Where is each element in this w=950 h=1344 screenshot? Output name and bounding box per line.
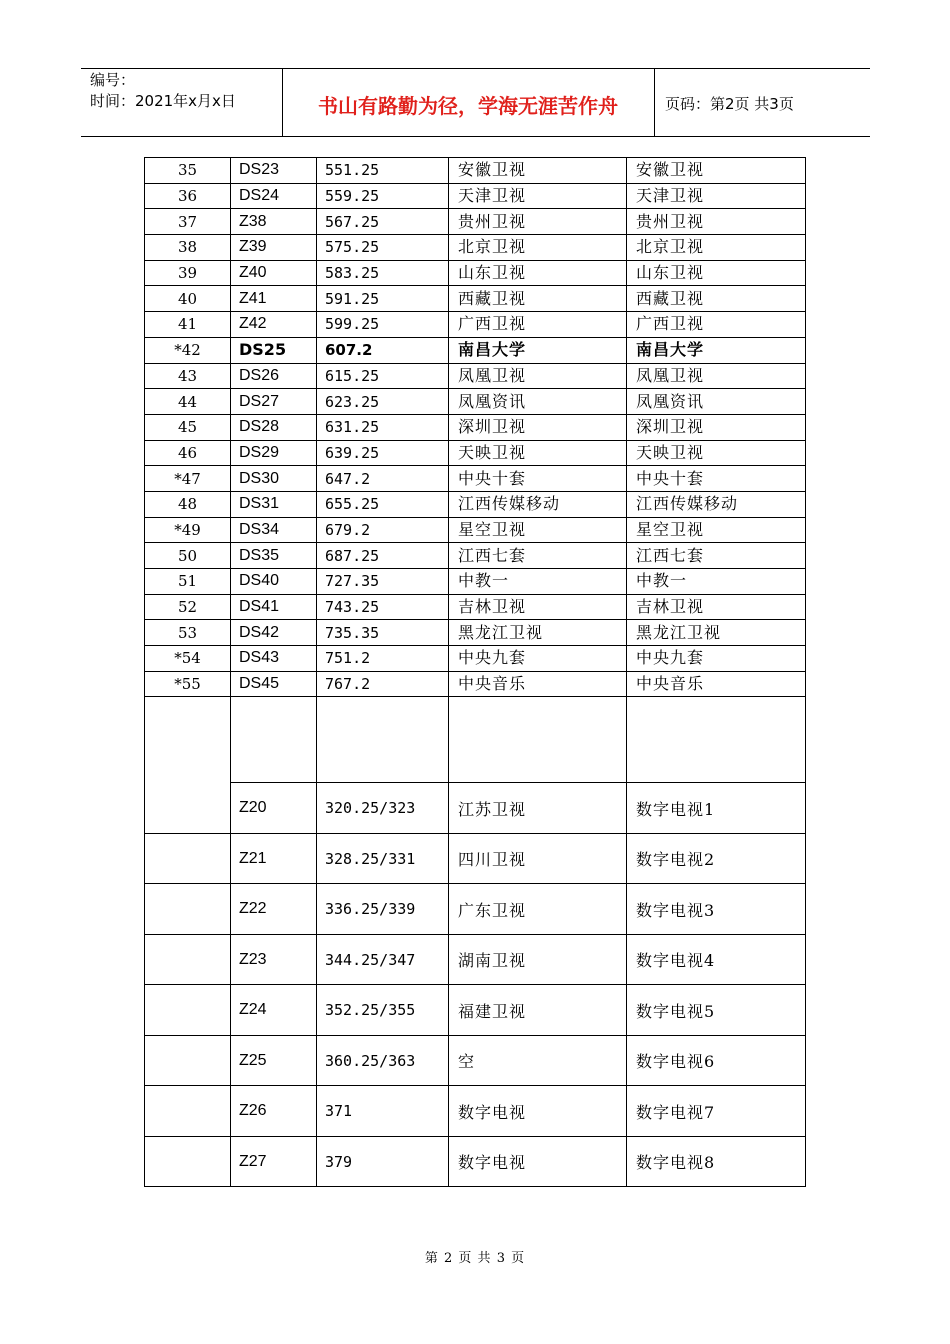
table-row xyxy=(145,620,806,646)
table-row xyxy=(145,363,806,389)
channel-code: DS31 xyxy=(231,491,317,517)
channel-display-name: 江西传媒移动 xyxy=(627,491,806,517)
channel-number xyxy=(145,1136,231,1187)
channel-name: 西藏卫视 xyxy=(449,286,627,312)
channel-name: 中教一 xyxy=(449,569,627,595)
channel-code: DS34 xyxy=(231,517,317,543)
channel-table-body xyxy=(145,158,806,1187)
channel-frequency: 360.25/363 xyxy=(317,1035,449,1086)
channel-display-name: 广西卫视 xyxy=(627,312,806,338)
channel-code: DS27 xyxy=(231,389,317,415)
channel-name: 黑龙江卫视 xyxy=(449,620,627,646)
table-row xyxy=(145,934,806,985)
channel-frequency: 328.25/331 xyxy=(317,833,449,884)
channel-name: 广东卫视 xyxy=(449,884,627,935)
channel-display-name: 贵州卫视 xyxy=(627,209,806,235)
blank-row xyxy=(145,697,806,783)
channel-number xyxy=(145,1086,231,1137)
header-page-label: 页码：第2页 共3页 xyxy=(665,95,794,113)
channel-frequency: 344.25/347 xyxy=(317,934,449,985)
table-row xyxy=(145,466,806,492)
channel-code: DS41 xyxy=(231,594,317,620)
channel-name: 天津卫视 xyxy=(449,183,627,209)
channel-name: 中央十套 xyxy=(449,466,627,492)
empty-cell xyxy=(449,697,627,783)
channel-code: Z41 xyxy=(231,286,317,312)
channel-display-name: 数字电视8 xyxy=(627,1136,806,1187)
channel-code: Z38 xyxy=(231,209,317,235)
channel-frequency: 735.35 xyxy=(317,620,449,646)
page-footer: 第 2 页 共 3 页 xyxy=(424,1251,526,1266)
channel-code: DS25 xyxy=(231,337,317,363)
channel-number: *49 xyxy=(145,517,231,543)
table-row xyxy=(145,1086,806,1137)
channel-name: 空 xyxy=(449,1035,627,1086)
channel-number: 45 xyxy=(145,414,231,440)
channel-display-name: 数字电视2 xyxy=(627,833,806,884)
channel-frequency: 379 xyxy=(317,1136,449,1187)
channel-frequency: 743.25 xyxy=(317,594,449,620)
channel-name: 江西七套 xyxy=(449,543,627,569)
channel-frequency: 583.25 xyxy=(317,260,449,286)
channel-display-name: 凤凰资讯 xyxy=(627,389,806,415)
table-row xyxy=(145,389,806,415)
channel-frequency: 575.25 xyxy=(317,235,449,261)
channel-name: 深圳卫视 xyxy=(449,414,627,440)
channel-frequency: 623.25 xyxy=(317,389,449,415)
channel-display-name: 天映卫视 xyxy=(627,440,806,466)
channel-display-name: 山东卫视 xyxy=(627,260,806,286)
channel-name: 安徽卫视 xyxy=(449,158,627,184)
channel-number: 35 xyxy=(145,158,231,184)
table-row xyxy=(145,833,806,884)
channel-name: 四川卫视 xyxy=(449,833,627,884)
header-motto: 书山有路勤为径，学海无涯苦作舟 xyxy=(318,94,618,118)
channel-name: 北京卫视 xyxy=(449,235,627,261)
channel-display-name: 南昌大学 xyxy=(627,337,806,363)
table-row xyxy=(145,235,806,261)
channel-number xyxy=(145,1035,231,1086)
table-row xyxy=(145,1035,806,1086)
channel-name: 中央音乐 xyxy=(449,671,627,697)
channel-frequency: 607.2 xyxy=(317,337,449,363)
table-row xyxy=(145,260,806,286)
channel-name: 福建卫视 xyxy=(449,985,627,1036)
channel-frequency: 320.25/323 xyxy=(317,783,449,834)
channel-frequency: 767.2 xyxy=(317,671,449,697)
channel-table xyxy=(144,157,806,1187)
table-row xyxy=(145,569,806,595)
channel-code: DS35 xyxy=(231,543,317,569)
channel-code: DS40 xyxy=(231,569,317,595)
channel-number: 40 xyxy=(145,286,231,312)
channel-name: 江西传媒移动 xyxy=(449,491,627,517)
table-row xyxy=(145,440,806,466)
document-date-label: 时间：2021年x月x日 xyxy=(90,92,236,110)
table-row xyxy=(145,517,806,543)
channel-frequency: 559.25 xyxy=(317,183,449,209)
channel-display-name: 数字电视7 xyxy=(627,1086,806,1137)
channel-number xyxy=(145,697,231,834)
channel-frequency: 639.25 xyxy=(317,440,449,466)
channel-name: 数字电视 xyxy=(449,1086,627,1137)
channel-frequency: 647.2 xyxy=(317,466,449,492)
channel-display-name: 数字电视4 xyxy=(627,934,806,985)
channel-code: DS45 xyxy=(231,671,317,697)
channel-code: DS24 xyxy=(231,183,317,209)
channel-frequency: 591.25 xyxy=(317,286,449,312)
table-row xyxy=(145,183,806,209)
channel-display-name: 江西七套 xyxy=(627,543,806,569)
table-row xyxy=(145,491,806,517)
channel-display-name: 北京卫视 xyxy=(627,235,806,261)
channel-display-name: 西藏卫视 xyxy=(627,286,806,312)
channel-number: 38 xyxy=(145,235,231,261)
channel-number: 52 xyxy=(145,594,231,620)
channel-code: DS26 xyxy=(231,363,317,389)
empty-cell xyxy=(317,697,449,783)
channel-code: DS42 xyxy=(231,620,317,646)
channel-number: 39 xyxy=(145,260,231,286)
channel-code: Z27 xyxy=(231,1136,317,1187)
channel-name: 贵州卫视 xyxy=(449,209,627,235)
channel-number: *54 xyxy=(145,646,231,672)
channel-number: 36 xyxy=(145,183,231,209)
channel-table-wrapper xyxy=(144,157,806,1187)
channel-frequency: 371 xyxy=(317,1086,449,1137)
header-meta xyxy=(90,70,236,112)
channel-code: Z23 xyxy=(231,934,317,985)
channel-number: 53 xyxy=(145,620,231,646)
channel-code: Z39 xyxy=(231,235,317,261)
channel-code: Z40 xyxy=(231,260,317,286)
channel-code: Z22 xyxy=(231,884,317,935)
channel-code: DS30 xyxy=(231,466,317,492)
channel-code: Z21 xyxy=(231,833,317,884)
table-row xyxy=(145,646,806,672)
channel-display-name: 数字电视5 xyxy=(627,985,806,1036)
document-number-label: 编号： xyxy=(90,71,136,89)
table-row xyxy=(145,985,806,1036)
channel-name: 广西卫视 xyxy=(449,312,627,338)
channel-name: 山东卫视 xyxy=(449,260,627,286)
channel-frequency: 567.25 xyxy=(317,209,449,235)
table-row xyxy=(145,783,806,834)
empty-cell xyxy=(627,697,806,783)
channel-display-name: 吉林卫视 xyxy=(627,594,806,620)
channel-display-name: 深圳卫视 xyxy=(627,414,806,440)
channel-frequency: 679.2 xyxy=(317,517,449,543)
table-row xyxy=(145,286,806,312)
channel-code: DS28 xyxy=(231,414,317,440)
channel-code: Z25 xyxy=(231,1035,317,1086)
channel-frequency: 615.25 xyxy=(317,363,449,389)
channel-frequency: 727.35 xyxy=(317,569,449,595)
channel-name: 星空卫视 xyxy=(449,517,627,543)
channel-frequency: 687.25 xyxy=(317,543,449,569)
channel-name: 数字电视 xyxy=(449,1136,627,1187)
table-row xyxy=(145,1136,806,1187)
channel-number: 43 xyxy=(145,363,231,389)
channel-frequency: 336.25/339 xyxy=(317,884,449,935)
channel-number: 46 xyxy=(145,440,231,466)
table-row xyxy=(145,671,806,697)
channel-name: 南昌大学 xyxy=(449,337,627,363)
channel-name: 凤凰卫视 xyxy=(449,363,627,389)
channel-display-name: 中央十套 xyxy=(627,466,806,492)
channel-display-name: 数字电视6 xyxy=(627,1035,806,1086)
channel-frequency: 631.25 xyxy=(317,414,449,440)
channel-frequency: 352.25/355 xyxy=(317,985,449,1036)
header-bottom-rule xyxy=(81,136,870,137)
channel-number: 41 xyxy=(145,312,231,338)
channel-number: 44 xyxy=(145,389,231,415)
table-row xyxy=(145,594,806,620)
table-row xyxy=(145,414,806,440)
table-row xyxy=(145,337,806,363)
channel-name: 凤凰资讯 xyxy=(449,389,627,415)
channel-number xyxy=(145,884,231,935)
channel-number xyxy=(145,985,231,1036)
channel-display-name: 安徽卫视 xyxy=(627,158,806,184)
channel-number: 51 xyxy=(145,569,231,595)
channel-display-name: 中央九套 xyxy=(627,646,806,672)
header-divider-right xyxy=(654,68,655,136)
channel-frequency: 551.25 xyxy=(317,158,449,184)
channel-code: DS23 xyxy=(231,158,317,184)
channel-code: Z20 xyxy=(231,783,317,834)
table-row xyxy=(145,158,806,184)
channel-display-name: 数字电视1 xyxy=(627,783,806,834)
channel-display-name: 数字电视3 xyxy=(627,884,806,935)
table-row xyxy=(145,209,806,235)
empty-cell xyxy=(231,697,317,783)
channel-display-name: 凤凰卫视 xyxy=(627,363,806,389)
channel-display-name: 中央音乐 xyxy=(627,671,806,697)
channel-display-name: 中教一 xyxy=(627,569,806,595)
channel-name: 江苏卫视 xyxy=(449,783,627,834)
channel-code: DS43 xyxy=(231,646,317,672)
channel-name: 湖南卫视 xyxy=(449,934,627,985)
channel-frequency: 599.25 xyxy=(317,312,449,338)
channel-code: DS29 xyxy=(231,440,317,466)
channel-number: *42 xyxy=(145,337,231,363)
channel-frequency: 655.25 xyxy=(317,491,449,517)
channel-number: 50 xyxy=(145,543,231,569)
channel-number: 37 xyxy=(145,209,231,235)
header-top-rule xyxy=(81,68,870,69)
channel-number xyxy=(145,833,231,884)
channel-number: *47 xyxy=(145,466,231,492)
channel-number xyxy=(145,934,231,985)
channel-display-name: 星空卫视 xyxy=(627,517,806,543)
table-row xyxy=(145,312,806,338)
table-row xyxy=(145,884,806,935)
channel-display-name: 天津卫视 xyxy=(627,183,806,209)
table-row xyxy=(145,543,806,569)
channel-number: 48 xyxy=(145,491,231,517)
channel-name: 天映卫视 xyxy=(449,440,627,466)
channel-name: 吉林卫视 xyxy=(449,594,627,620)
channel-name: 中央九套 xyxy=(449,646,627,672)
channel-number: *55 xyxy=(145,671,231,697)
channel-display-name: 黑龙江卫视 xyxy=(627,620,806,646)
channel-code: Z24 xyxy=(231,985,317,1036)
channel-code: Z42 xyxy=(231,312,317,338)
channel-code: Z26 xyxy=(231,1086,317,1137)
channel-frequency: 751.2 xyxy=(317,646,449,672)
